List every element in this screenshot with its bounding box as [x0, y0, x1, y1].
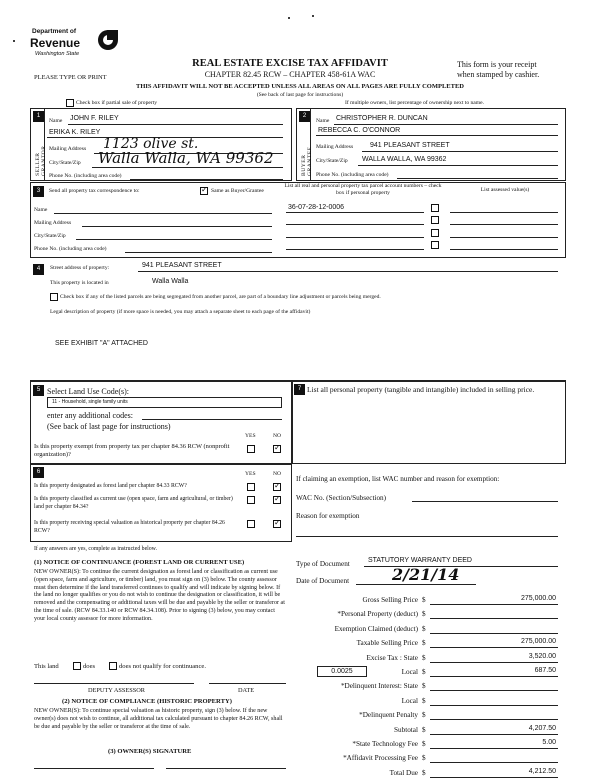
does-not-label: does not qualify for continuance. — [119, 663, 206, 670]
sec6-no-header: NO — [273, 471, 282, 477]
currency-symbol: $ — [422, 625, 426, 633]
located-label: This property is located in — [50, 280, 109, 286]
tax-row-amount[interactable]: 3,520.00 — [528, 653, 556, 660]
buyer-name-label: Name — [316, 118, 330, 124]
historic-question: Is this property receiving special valuation as historical property per chapter 84.26 RCW? — [34, 520, 225, 534]
tax-row-underline — [430, 604, 558, 605]
buyer-phone-label: Phone No. (including area code) — [316, 172, 389, 178]
does-label: does — [83, 663, 96, 670]
forest-no-checkbox[interactable] — [273, 483, 281, 491]
local-rate: 0.0025 — [331, 668, 353, 675]
currency-symbol: $ — [422, 769, 426, 777]
exemption-intro: If claiming an exemption, list WAC number and reason for exemption: — [296, 475, 500, 483]
form-title: REAL ESTATE EXCISE TAX AFFIDAVIT — [192, 58, 388, 69]
segregated-label: Check box if any of the listed parcels are being segregated from another parcel, are part of a boundary line adjustment or parcels being merged. — [60, 294, 381, 300]
section-7-badge: 7 — [294, 384, 305, 395]
currency-symbol: $ — [422, 668, 426, 676]
account-header: List all real and personal property tax parcel account numbers – check box if personal property — [284, 183, 442, 196]
sec3-phone-label: Phone No. (including area code) — [34, 246, 107, 252]
currency-symbol: $ — [422, 726, 426, 734]
tax-row-underline — [430, 690, 558, 691]
tax-row-label: *Personal Property (deduct) — [337, 610, 418, 618]
date-label: DATE — [238, 687, 255, 694]
tax-row-label: *State Technology Fee — [352, 740, 418, 748]
warning: THIS AFFIDAVIT WILL NOT BE ACCEPTED UNLESS ALL AREAS ON ALL PAGES ARE FULLY COMPLETED — [136, 83, 464, 90]
tax-row-underline — [430, 662, 558, 663]
does-not-checkbox[interactable] — [109, 662, 117, 670]
tax-row-amount[interactable]: 4,207.50 — [528, 725, 556, 732]
legal-label: Legal description of property (if more space is needed, you may attach a separate sheet to each page of the affidavit) — [50, 309, 311, 315]
notice2-body: NEW OWNER(S): To continue special valuation as historic property, sign (3) below. If the new owner(s) does not wish to continue, all additional tax calculated pursuant to chapter 84.26 RCW, shall be due and payable by the seller or transferor at the time of sale. — [34, 708, 283, 730]
parcel-1-personal-checkbox[interactable] — [431, 204, 439, 212]
logo-mark-icon — [98, 30, 118, 50]
exempt-question: Is this property exempt from property tax per chapter 84.36 RCW (nonprofit organization)? — [34, 443, 230, 458]
property-street[interactable]: 941 PLEASANT STREET — [142, 262, 222, 269]
agency-line1: Department of — [32, 28, 77, 35]
tax-row-label: *Affidavit Processing Fee — [343, 754, 418, 762]
tax-row-underline — [430, 618, 558, 619]
land-use-value: 11 - Household, single family units — [52, 399, 128, 405]
tax-row-underline — [430, 647, 558, 648]
forest-yes-checkbox[interactable] — [247, 483, 255, 491]
doc-date-label: Date of Document — [296, 577, 350, 585]
multiple-owners-note: If multiple owners, list percentage of ownership next to name. — [345, 100, 485, 106]
seller-mailing[interactable]: 1123 olive st. — [103, 136, 199, 152]
seller-side-label: SELLER GRANTOR — [35, 145, 47, 176]
tax-row-label: *Delinquent Penalty — [359, 711, 418, 719]
tax-row-label: *Delinquent Interest: State — [340, 682, 418, 690]
receipt-note-1: This form is your receipt — [457, 60, 537, 69]
buyer-side-label: BUYER GRANTEE — [301, 146, 313, 176]
sec5-yes-header: YES — [245, 433, 256, 439]
this-land-label: This land — [34, 663, 59, 670]
legal-description[interactable]: SEE EXHIBIT "A" ATTACHED — [55, 340, 148, 347]
parcel-account-1[interactable]: 36-07-28-12-0006 — [288, 204, 345, 211]
land-use-label: Select Land Use Code(s): — [47, 387, 129, 396]
exempt-no-checkbox[interactable] — [273, 445, 281, 453]
agency-line3: Washington State — [35, 51, 80, 57]
additional-codes-label: enter any additional codes: — [47, 411, 133, 420]
historic-yes-checkbox[interactable] — [247, 520, 255, 528]
street-label: Street address of property: — [50, 265, 110, 271]
seller-phone-label: Phone No. (including area code) — [49, 173, 122, 179]
currency-symbol: $ — [422, 697, 426, 705]
segregated-checkbox[interactable] — [50, 293, 58, 301]
section-6-badge: 6 — [33, 467, 44, 478]
sec3-mailing-label: Mailing Address — [34, 220, 72, 226]
tax-row-underline — [430, 676, 558, 677]
sec3-name-label: Name — [34, 207, 48, 213]
currency-symbol: $ — [422, 596, 426, 604]
seller-city[interactable]: Walla Walla, WA 99362 — [98, 149, 274, 167]
seller-name1[interactable]: JOHN F. RILEY — [70, 115, 119, 122]
property-located[interactable]: Walla Walla — [152, 278, 189, 285]
correspondence-intro: Send all property tax correspondence to: — [49, 188, 140, 194]
tax-row-label: Exemption Claimed (deduct) — [334, 625, 418, 633]
historic-no-checkbox[interactable] — [273, 520, 281, 528]
tax-row-underline — [430, 705, 558, 706]
seller-name-label: Name — [49, 118, 63, 124]
section-1-badge: 1 — [33, 111, 44, 122]
section-4-badge: 4 — [33, 264, 44, 275]
section-2-badge: 2 — [299, 111, 310, 122]
personal-property-label: List all personal property (tangible and intangible) included in selling price. — [307, 385, 535, 394]
buyer-name2[interactable]: REBECCA C. O'CONNOR — [318, 127, 401, 134]
currency-symbol: $ — [422, 682, 426, 690]
deputy-assessor-label: DEPUTY ASSESSOR — [88, 687, 145, 694]
current-use-yes-checkbox[interactable] — [247, 496, 255, 504]
same-as-buyer-label: Same as Buyer/Grantee — [211, 188, 264, 194]
section-3-badge: 3 — [33, 186, 44, 197]
buyer-name1[interactable]: CHRISTOPHER R. DUNCAN — [336, 115, 428, 122]
forest-question: Is this property designated as forest land per chapter 84.33 RCW? — [34, 483, 187, 489]
receipt-note-2: when stamped by cashier. — [457, 70, 540, 79]
tax-row-label: Local — [401, 697, 418, 705]
buyer-mailing-label: Mailing Address — [316, 144, 354, 150]
tax-row-label: Subtotal — [394, 726, 418, 734]
section-5-badge: 5 — [33, 385, 44, 396]
tax-row-underline — [430, 748, 558, 749]
instructions-note: (See back of last page for instructions) — [256, 92, 344, 98]
currency-symbol: $ — [422, 610, 426, 618]
currency-symbol: $ — [422, 740, 426, 748]
tax-row-label: Excise Tax : State — [366, 654, 418, 662]
doc-type-label: Type of Document — [296, 560, 350, 568]
notice1-body: NEW OWNER(S): To continue the current designation as forest land or classification as current use (open space, farm and agriculture, or timber) land, you must sign on (3) below. The county assessor must then determine if the land transferred continues to qualify and will indicate by signing below. If the land no longer qualifies or you do not wish to continue the designation or classification, it will be removed and the compensating or additional taxes will be due and payable by the seller or transferor at the time of sale. (RCW 84.33.140 or RCW 84.34.108). Prior to signing (3) below, you may contact your local county assessor for more information. — [34, 569, 285, 622]
currency-symbol: $ — [422, 639, 426, 647]
tax-row-underline — [430, 734, 558, 735]
assessed-header: List assessed value(s) — [480, 187, 530, 193]
form-subtitle: CHAPTER 82.45 RCW – CHAPTER 458-61A WAC — [204, 70, 376, 79]
doc-date[interactable]: 2/21/14 — [392, 565, 460, 584]
sec6-yes-header: YES — [245, 471, 256, 477]
tax-row-amount[interactable]: 5.00 — [542, 739, 556, 746]
doc-type[interactable]: STATUTORY WARRANTY DEED — [368, 557, 472, 564]
parcel-3-personal-checkbox[interactable] — [431, 229, 439, 237]
parcel-4-personal-checkbox[interactable] — [431, 241, 439, 249]
partial-sale-checkbox[interactable] — [66, 99, 74, 107]
buyer-mailing[interactable]: 941 PLEASANT STREET — [370, 142, 450, 149]
currency-symbol: $ — [422, 711, 426, 719]
agency-line2: Revenue — [30, 36, 81, 50]
current-use-no-checkbox[interactable] — [273, 496, 281, 504]
tax-row-underline — [430, 762, 558, 763]
currency-symbol: $ — [422, 754, 426, 762]
tax-row-label: Total Due — [389, 769, 418, 777]
notice1-title: (1) NOTICE OF CONTINUANCE (FOREST LAND OR CURRENT USE) — [34, 559, 245, 566]
buyer-city-label: City/State/Zip — [316, 158, 348, 164]
sec5-see-back: (See back of last page for instructions) — [47, 422, 171, 431]
tax-row-label: Taxable Selling Price — [356, 639, 418, 647]
tax-row-amount[interactable]: 4,212.50 — [528, 768, 556, 775]
if-yes-note: If any answers are yes, complete as instructed below. — [34, 546, 157, 552]
seller-name2[interactable]: ERIKA K. RILEY — [49, 129, 101, 136]
tax-row-label: Gross Selling Price — [362, 596, 418, 604]
tax-row-label: Local — [401, 668, 418, 676]
tax-row-amount[interactable]: 275,000.00 — [520, 638, 556, 645]
seller-city-label: City/State/Zip — [49, 160, 81, 166]
local-rate-box[interactable] — [317, 666, 367, 677]
does-checkbox[interactable] — [73, 662, 81, 670]
tax-row-underline — [430, 633, 558, 634]
notice3-title: (3) OWNER(S) SIGNATURE — [108, 748, 192, 755]
notice2-title: (2) NOTICE OF COMPLIANCE (HISTORIC PROPERTY) — [62, 698, 232, 705]
scan-dot — [13, 40, 15, 42]
tax-row-amount[interactable]: 275,000.00 — [520, 595, 556, 602]
current-use-question: Is this property classified as current use (open space, farm and agricultural, or timber) land per chapter 84.34? — [34, 496, 233, 510]
scan-dot — [312, 15, 314, 17]
seller-mailing-label: Mailing Address — [49, 146, 87, 152]
tax-row-underline — [430, 719, 558, 720]
same-as-buyer-checkbox[interactable] — [200, 187, 208, 195]
tax-row-amount[interactable]: 687.50 — [534, 667, 556, 674]
sec5-no-header: NO — [273, 433, 282, 439]
parcel-2-personal-checkbox[interactable] — [431, 216, 439, 224]
buyer-city[interactable]: WALLA WALLA, WA 99362 — [362, 156, 447, 163]
dor-logo — [30, 18, 120, 64]
wac-label: WAC No. (Section/Subsection) — [296, 494, 387, 502]
reason-label: Reason for exemption — [296, 512, 360, 520]
print-note: PLEASE TYPE OR PRINT — [34, 74, 107, 81]
currency-symbol: $ — [422, 654, 426, 662]
scan-dot — [288, 17, 290, 19]
sec3-city-label: City/State/Zip — [34, 233, 66, 239]
exempt-yes-checkbox[interactable] — [247, 445, 255, 453]
partial-sale-label: Check box if partial sale of property — [76, 100, 158, 106]
